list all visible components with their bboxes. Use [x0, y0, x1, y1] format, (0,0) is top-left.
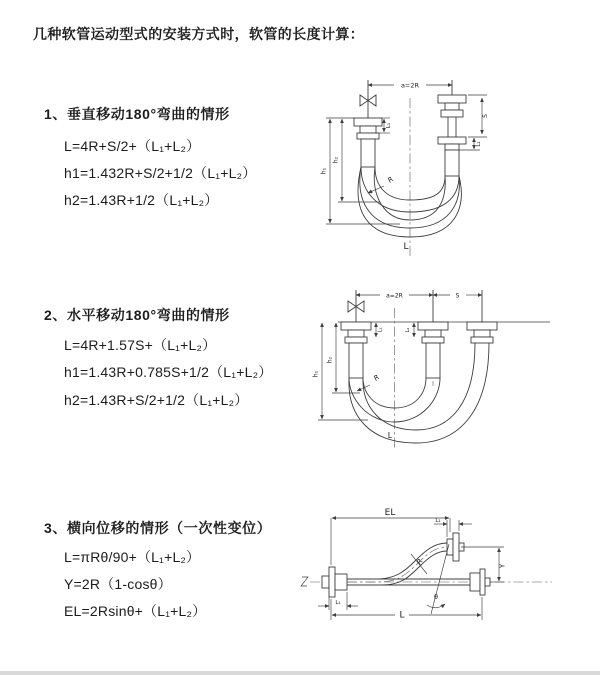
- label-l: L: [387, 431, 393, 440]
- label-y: Y: [498, 563, 507, 569]
- label-a2r: a=2R: [400, 81, 420, 90]
- label-s: S: [455, 292, 460, 300]
- right-pipe-fitting: [438, 80, 466, 176]
- section-2-heading: 2、水平移动180°弯曲的情形: [44, 307, 230, 323]
- diagram-horizontal-180-bend: [310, 282, 592, 477]
- label-h1: h₁: [320, 167, 328, 175]
- section-3-heading: 3、横向位移的情形（一次性变位）: [44, 520, 272, 536]
- braid-hatch: [349, 343, 363, 378]
- label-l1-top: L₁: [435, 518, 441, 524]
- label-l: L: [399, 610, 405, 621]
- label-r: R: [386, 175, 396, 185]
- label-s: S: [482, 114, 489, 118]
- label-r: R: [415, 557, 425, 567]
- label-el: EL: [384, 508, 396, 518]
- formula-line: L=4R+S/2+（L₁+L₂）: [64, 138, 201, 154]
- diagram-lateral-displacement: [298, 502, 596, 660]
- label-h1: h₁: [312, 370, 320, 378]
- label-l1: L₁: [386, 122, 392, 129]
- dimension-lines: [313, 293, 483, 441]
- left-flange: [322, 567, 347, 597]
- dimension-lines: [321, 82, 490, 253]
- formula-line: h2=1.43R+1/2（L₁+L₂）: [64, 192, 219, 208]
- label-l2: L₂: [476, 141, 482, 147]
- page-title: 几种软管运动型式的安装方式时，软管的长度计算：: [33, 26, 365, 42]
- pipe-fitting-2: [418, 290, 448, 378]
- formula-line: L=πRθ/90+（L₁+L₂）: [64, 549, 201, 565]
- label-theta: θ: [434, 593, 438, 601]
- label-r: R: [372, 373, 382, 383]
- label-h2: h₂: [332, 156, 340, 164]
- braid-hatch: [426, 343, 440, 378]
- hose-u-bend-curves: [349, 343, 489, 443]
- label-l1-bottom: L₁: [335, 600, 341, 606]
- formula-line: L=4R+1.57S+（L₁+L₂）: [64, 337, 217, 353]
- braid-hatch: [361, 139, 375, 167]
- braid-hatch: [445, 150, 459, 176]
- label-l2: L₂: [405, 327, 411, 333]
- formula-line: h1=1.432R+S/2+1/2（L₁+L₂）: [64, 165, 257, 181]
- label-a2r: a=2R: [386, 292, 403, 300]
- formula-line: h2=1.43R+S/2+1/2（L₁+L₂）: [64, 392, 249, 408]
- label-l1: L₁: [377, 327, 384, 333]
- pipe-fitting-3: [467, 290, 497, 343]
- label-l: L: [403, 242, 409, 252]
- diagram-vertical-180-bend: [310, 72, 588, 260]
- left-pipe-fitting: [354, 118, 382, 167]
- label-h2: h₂: [326, 356, 334, 364]
- formula-line: EL=2Rsinθ+（L₁+L₂）: [64, 603, 207, 619]
- section-1-heading: 1、垂直移动180°弯曲的情形: [44, 106, 230, 122]
- right-lower-flange: [470, 569, 490, 595]
- scan-edge: [0, 671, 600, 675]
- formula-line: Y=2R（1-cosθ）: [64, 576, 172, 592]
- formula-line: h1=1.43R+0.785S+1/2（L₁+L₂）: [64, 364, 273, 380]
- valve-icon: [360, 80, 376, 118]
- pipe-fitting-1: [341, 322, 371, 378]
- centerline-symbol: [301, 577, 308, 586]
